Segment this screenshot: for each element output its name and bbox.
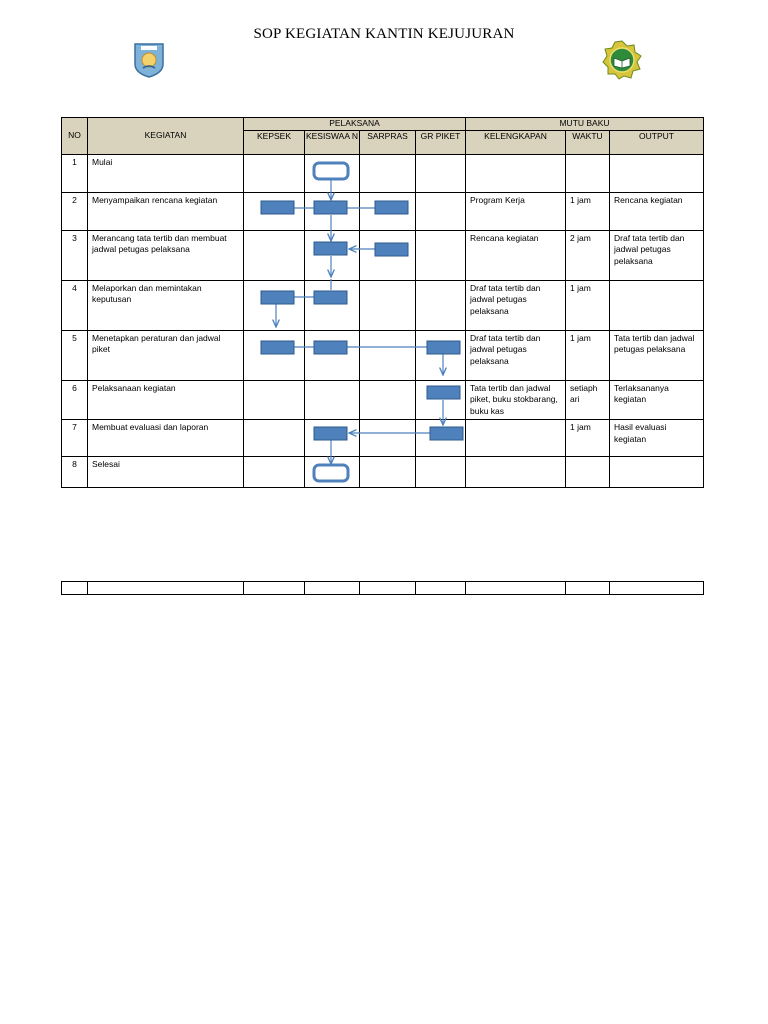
header-sarpras: SARPRAS <box>360 130 416 154</box>
row-waktu: setiaph ari <box>566 380 610 420</box>
row-no: 3 <box>62 230 88 280</box>
row-kegiatan: Menetapkan peraturan dan jadwal piket <box>88 330 244 380</box>
book-emblem-icon <box>602 40 642 80</box>
row-no: 8 <box>62 457 88 488</box>
header-kesiswaan: KESISWAA N <box>305 130 360 154</box>
table-row <box>62 154 704 192</box>
row-waktu: 2 jam <box>566 230 610 280</box>
table-row <box>62 420 704 457</box>
row-kelengkapan: Draf tata tertib dan jadwal petugas pelaksana <box>466 280 566 330</box>
row-output: Terlaksananya kegiatan <box>610 380 704 420</box>
row-output <box>610 280 704 330</box>
table-row <box>62 330 704 380</box>
row-kelengkapan <box>466 420 566 457</box>
row-kelengkapan <box>466 154 566 192</box>
row-no: 7 <box>62 420 88 457</box>
row-waktu: 1 jam <box>566 192 610 230</box>
page-title: SOP KEGIATAN KANTIN KEJUJURAN <box>253 26 515 42</box>
row-no: 2 <box>62 192 88 230</box>
row-output: Hasil evaluasi kegiatan <box>610 420 704 457</box>
header-mutu-baku: MUTU BAKU <box>466 118 704 131</box>
row-kelengkapan: Rencana kegiatan <box>466 230 566 280</box>
row-kegiatan: Membuat evaluasi dan laporan <box>88 420 244 457</box>
row-no: 6 <box>62 380 88 420</box>
row-kelengkapan: Tata tertib dan jadwal piket, buku stokbarang, buku kas <box>466 380 566 420</box>
row-kegiatan: Mulai <box>88 154 244 192</box>
table-row <box>62 280 704 330</box>
header-pelaksana: PELAKSANA <box>244 118 466 131</box>
row-kegiatan: Pelaksanaan kegiatan <box>88 380 244 420</box>
row-waktu: 1 jam <box>566 330 610 380</box>
row-waktu: 1 jam <box>566 420 610 457</box>
row-waktu: 1 jam <box>566 280 610 330</box>
row-kegiatan: Melaporkan dan memintakan keputusan <box>88 280 244 330</box>
table-row <box>62 230 704 280</box>
header-waktu: WAKTU <box>566 130 610 154</box>
row-no: 1 <box>62 154 88 192</box>
header-kegiatan: KEGIATAN <box>88 118 244 155</box>
row-kegiatan: Menyampaikan rencana kegiatan <box>88 192 244 230</box>
empty-table-row <box>61 581 704 595</box>
row-output: Tata tertib dan jadwal petugas pelaksana <box>610 330 704 380</box>
row-output: Draf tata tertib dan jadwal petugas pelaksana <box>610 230 704 280</box>
header-no: NO <box>62 118 88 155</box>
row-output <box>610 457 704 488</box>
row-kelengkapan <box>466 457 566 488</box>
table-row <box>62 192 704 230</box>
school-emblem-icon <box>131 40 167 78</box>
row-output <box>610 154 704 192</box>
header-kelengkapan: KELENGKAPAN <box>466 130 566 154</box>
row-no: 4 <box>62 280 88 330</box>
row-kelengkapan: Draf tata tertib dan jadwal petugas pelaksana <box>466 330 566 380</box>
row-waktu <box>566 154 610 192</box>
row-kegiatan: Selesai <box>88 457 244 488</box>
row-kelengkapan: Program Kerja <box>466 192 566 230</box>
row-output: Rencana kegiatan <box>610 192 704 230</box>
header-output: OUTPUT <box>610 130 704 154</box>
table-row <box>62 457 704 488</box>
sop-table <box>61 117 704 488</box>
row-waktu <box>566 457 610 488</box>
row-kegiatan: Merancang tata tertib dan membuat jadwal petugas pelaksana <box>88 230 244 280</box>
header-kepsek: KEPSEK <box>244 130 305 154</box>
table-row <box>62 380 704 420</box>
row-no: 5 <box>62 330 88 380</box>
header-gr-piket: GR PIKET <box>416 130 466 154</box>
